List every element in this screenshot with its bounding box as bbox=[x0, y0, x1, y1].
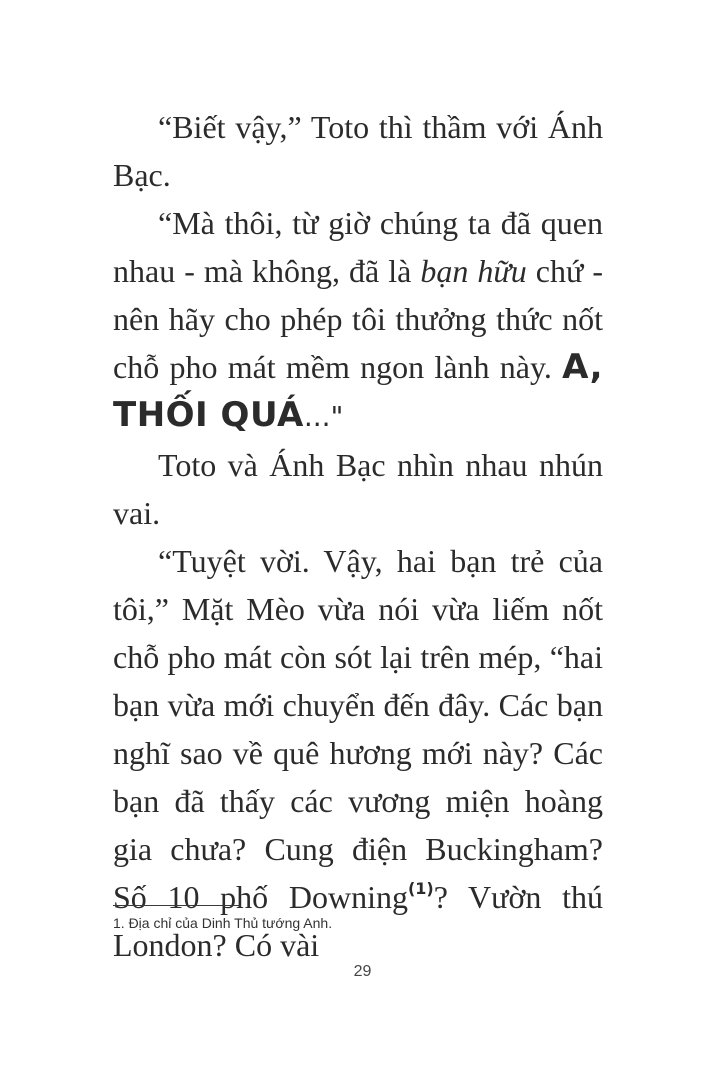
paragraph-2-text-cont: chứ - nên hãy cho phép tôi thưởng thức nốt chỗ pho mát mềm ngon lành này. bbox=[113, 253, 604, 385]
paragraph-2-text: “Mà thôi, từ giờ chúng ta đã quen nhau - mà không, đã là bbox=[113, 205, 603, 289]
shout-ellipsis: ..." bbox=[303, 400, 344, 433]
footnote-reference[interactable]: (1) bbox=[407, 879, 434, 898]
paragraph-3: Toto và Ánh Bạc nhìn nhau nhún vai. bbox=[113, 447, 603, 531]
paragraph-4-text-end: ? Vườn thú London? Có vài bbox=[113, 879, 603, 963]
italic-phrase: bạn hữu bbox=[420, 253, 527, 289]
paragraph-4-text: “Tuyệt vời. Vậy, hai bạn trẻ của tôi,” Mặt Mèo vừa nói vừa liếm nốt chỗ pho mát còn sót lại trên mép, “hai bạn vừa mới chuyển đến đây. Các bạn nghĩ sao về quê hương mới này? Các bạn đã thấy các vương miện hoàng gia chưa? Cung điện Buckingham? Số 10 phố Downing bbox=[113, 543, 603, 915]
page-number: 29 bbox=[353, 963, 372, 980]
body-text bbox=[113, 103, 603, 969]
shout-text: A, THỐI QUÁ bbox=[113, 347, 603, 435]
footnote: 1. Địa chỉ của Dinh Thủ tướng Anh. bbox=[113, 915, 333, 931]
paragraph-2 bbox=[113, 199, 603, 441]
footnote-divider bbox=[113, 905, 241, 906]
paragraph-1: “Biết vậy,” Toto thì thầm với Ánh Bạc. bbox=[113, 109, 603, 193]
